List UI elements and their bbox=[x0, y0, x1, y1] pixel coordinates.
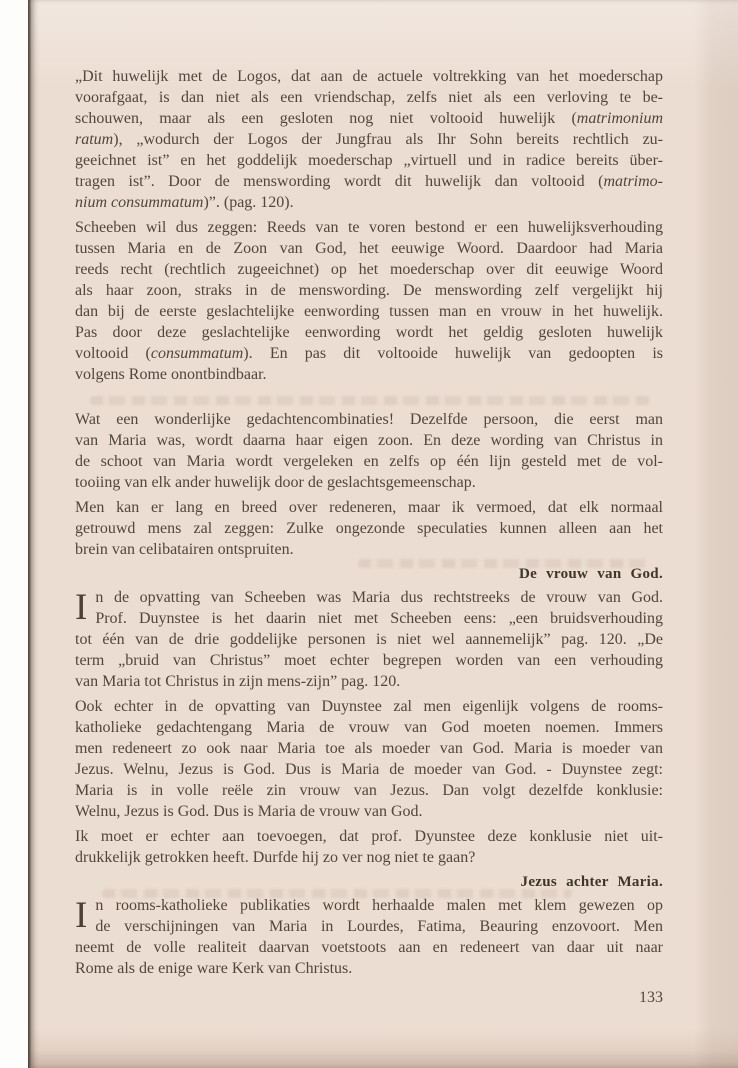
text-line: Welnu, Jezus is God. Dus is Maria de vrouw van God. bbox=[75, 803, 423, 820]
dropcap-initial-i: I bbox=[75, 895, 88, 936]
paragraph-lines bbox=[75, 895, 663, 979]
text-line: men redeneert zo ook naar Maria toe als moeder van God. Maria is moeder van bbox=[75, 740, 663, 757]
text-line: Men kan er lang en breed over redeneren, maar ik vermoed, dat elk normaal bbox=[75, 499, 663, 516]
text-line: ratum), „wodurch der Logos der Jungfrau als Ihr Sohn bereits rechtlich zu- bbox=[75, 131, 663, 148]
paragraph-ook-echter-duynstee bbox=[75, 696, 663, 822]
text-line: neemt de volle realiteit daarvan voetstoots aan en redeneert van daar uit naar bbox=[75, 939, 663, 956]
text-line: van Maria tot Christus in zijn mens-zijn” pag. 120. bbox=[75, 673, 401, 690]
paragraph-rooms-katholieke-publikaties bbox=[75, 895, 663, 979]
paragraph-ik-moet-toevoegen bbox=[75, 826, 663, 868]
text-line: Prof. Duynstee is het daarin niet met Scheeben eens: „een bruidsverhouding bbox=[95, 610, 663, 627]
text-line: volgens Rome onontbindbaar. bbox=[75, 366, 267, 383]
text-line: „Dit huwelijk met de Logos, dat aan de actuele voltrekking van het moederschap bbox=[75, 68, 663, 85]
dropcap-initial-i: I bbox=[75, 587, 88, 628]
text-line: dan bij de eerste geslachtelijke eenwording tussen man en vrouw in het huwelijk. bbox=[75, 303, 663, 320]
paragraph-scheeben-quote bbox=[75, 66, 663, 213]
section-heading-de-vrouw-van-god: De vrouw van God. bbox=[518, 566, 663, 582]
text-line: tot één van de drie goddelijke personen is niet wel aannemelijk” pag. 120. „De bbox=[75, 631, 663, 648]
text-line: Jezus. Welnu, Jezus is God. Dus is Maria de moeder van God. - Duynstee zegt: bbox=[75, 761, 663, 778]
text-line: Pas door deze geslachtelijke eenwording wordt het geldig gesloten huwelijk bbox=[75, 324, 663, 341]
text-line: voltooid (consummatum). En pas dit voltooide huwelijk van gedoopten is bbox=[75, 345, 663, 362]
paragraph-wonderlijke-combinaties bbox=[75, 409, 663, 493]
text-line: Rome als de enige ware Kerk van Christus. bbox=[75, 960, 353, 977]
text-line: reeds recht (rechtlich zugeeichnet) op het moederschap over dit eeuwige Woord bbox=[75, 261, 663, 278]
text-line: getrouwd mens zal zeggen: Zulke ongezonde speculaties kunnen alleen aan het bbox=[75, 520, 663, 537]
paragraph-men-kan-redeneren bbox=[75, 497, 663, 560]
page-number: 133 bbox=[639, 989, 663, 1006]
paragraph-scheeben-explanation bbox=[75, 217, 663, 385]
text-line: tooiing van elk ander huwelijk door de geslachtsgemeenschap. bbox=[75, 474, 476, 491]
text-line: tussen Maria en de Zoon van God, het eeuwige Woord. Daardoor had Maria bbox=[75, 240, 663, 257]
section-heading-jezus-achter-maria: Jezus achter Maria. bbox=[520, 874, 663, 890]
text-line: voorafgaat, is dan niet als een vriendschap, zelfs niet als een verloving te be- bbox=[75, 89, 663, 106]
text-line: katholieke gedachtengang Maria de vrouw van God moeten noemen. Immers bbox=[75, 719, 663, 736]
book-page-paper bbox=[28, 0, 738, 1068]
text-line: drukkelijk getrokken heeft. Durfde hij zo ver nog niet te gaan? bbox=[75, 849, 476, 866]
text-line: Wat een wonderlijke gedachtencombinaties! Dezelfde persoon, die eerst man bbox=[75, 411, 663, 428]
text-line: Ik moet er echter aan toevoegen, dat prof. Dyunstee deze konklusie niet uit- bbox=[75, 828, 663, 845]
text-line: Maria is in volle reële zin vrouw van Jezus. Dan volgt dezelfde konklusie: bbox=[75, 782, 663, 799]
text-line: de schoot van Maria wordt vergeleken en zelfs op één lijn gesteld met de vol- bbox=[75, 453, 663, 470]
text-line: Ook echter in de opvatting van Duynstee zal men eigenlijk volgens de rooms- bbox=[75, 698, 663, 715]
text-line: n rooms-katholieke publikaties wordt herhaalde malen met klem gewezen op bbox=[95, 897, 663, 914]
text-line: de verschijningen van Maria in Lourdes, Fatima, Beauring enzovoort. Men bbox=[95, 918, 663, 935]
paragraph-lines bbox=[75, 587, 663, 692]
text-line: schouwen, maar als een gesloten nog niet voltooid huwelijk (matrimonium bbox=[75, 110, 663, 127]
page-text-block bbox=[28, 0, 738, 1008]
text-line: nium consummatum)”. (pag. 120). bbox=[75, 194, 294, 211]
text-line: als haar zoon, straks in de menswording. De menswording zelf vergelijkt hij bbox=[75, 282, 663, 299]
text-line: Scheeben wil dus zeggen: Reeds van te voren bestond er een huwelijksverhouding bbox=[75, 219, 663, 236]
text-line: van Maria was, wordt daarna haar eigen zoon. En deze wording van Christus in bbox=[75, 432, 663, 449]
text-line: geeichnet ist” en het goddelijk moederschap „virtuell und in radice bereits über- bbox=[75, 152, 663, 169]
text-line: brein van celibatairen ontspruiten. bbox=[75, 541, 294, 558]
text-line: term „bruid van Christus” moet echter begrepen worden van een verhouding bbox=[75, 652, 663, 669]
text-line: tragen ist”. Door de menswording wordt dit huwelijk dan voltooid (matrimo- bbox=[75, 173, 663, 190]
text-line: n de opvatting van Scheeben was Maria dus rechtstreeks de vrouw van God. bbox=[95, 589, 663, 606]
paragraph-opvatting-scheeben bbox=[75, 587, 663, 692]
